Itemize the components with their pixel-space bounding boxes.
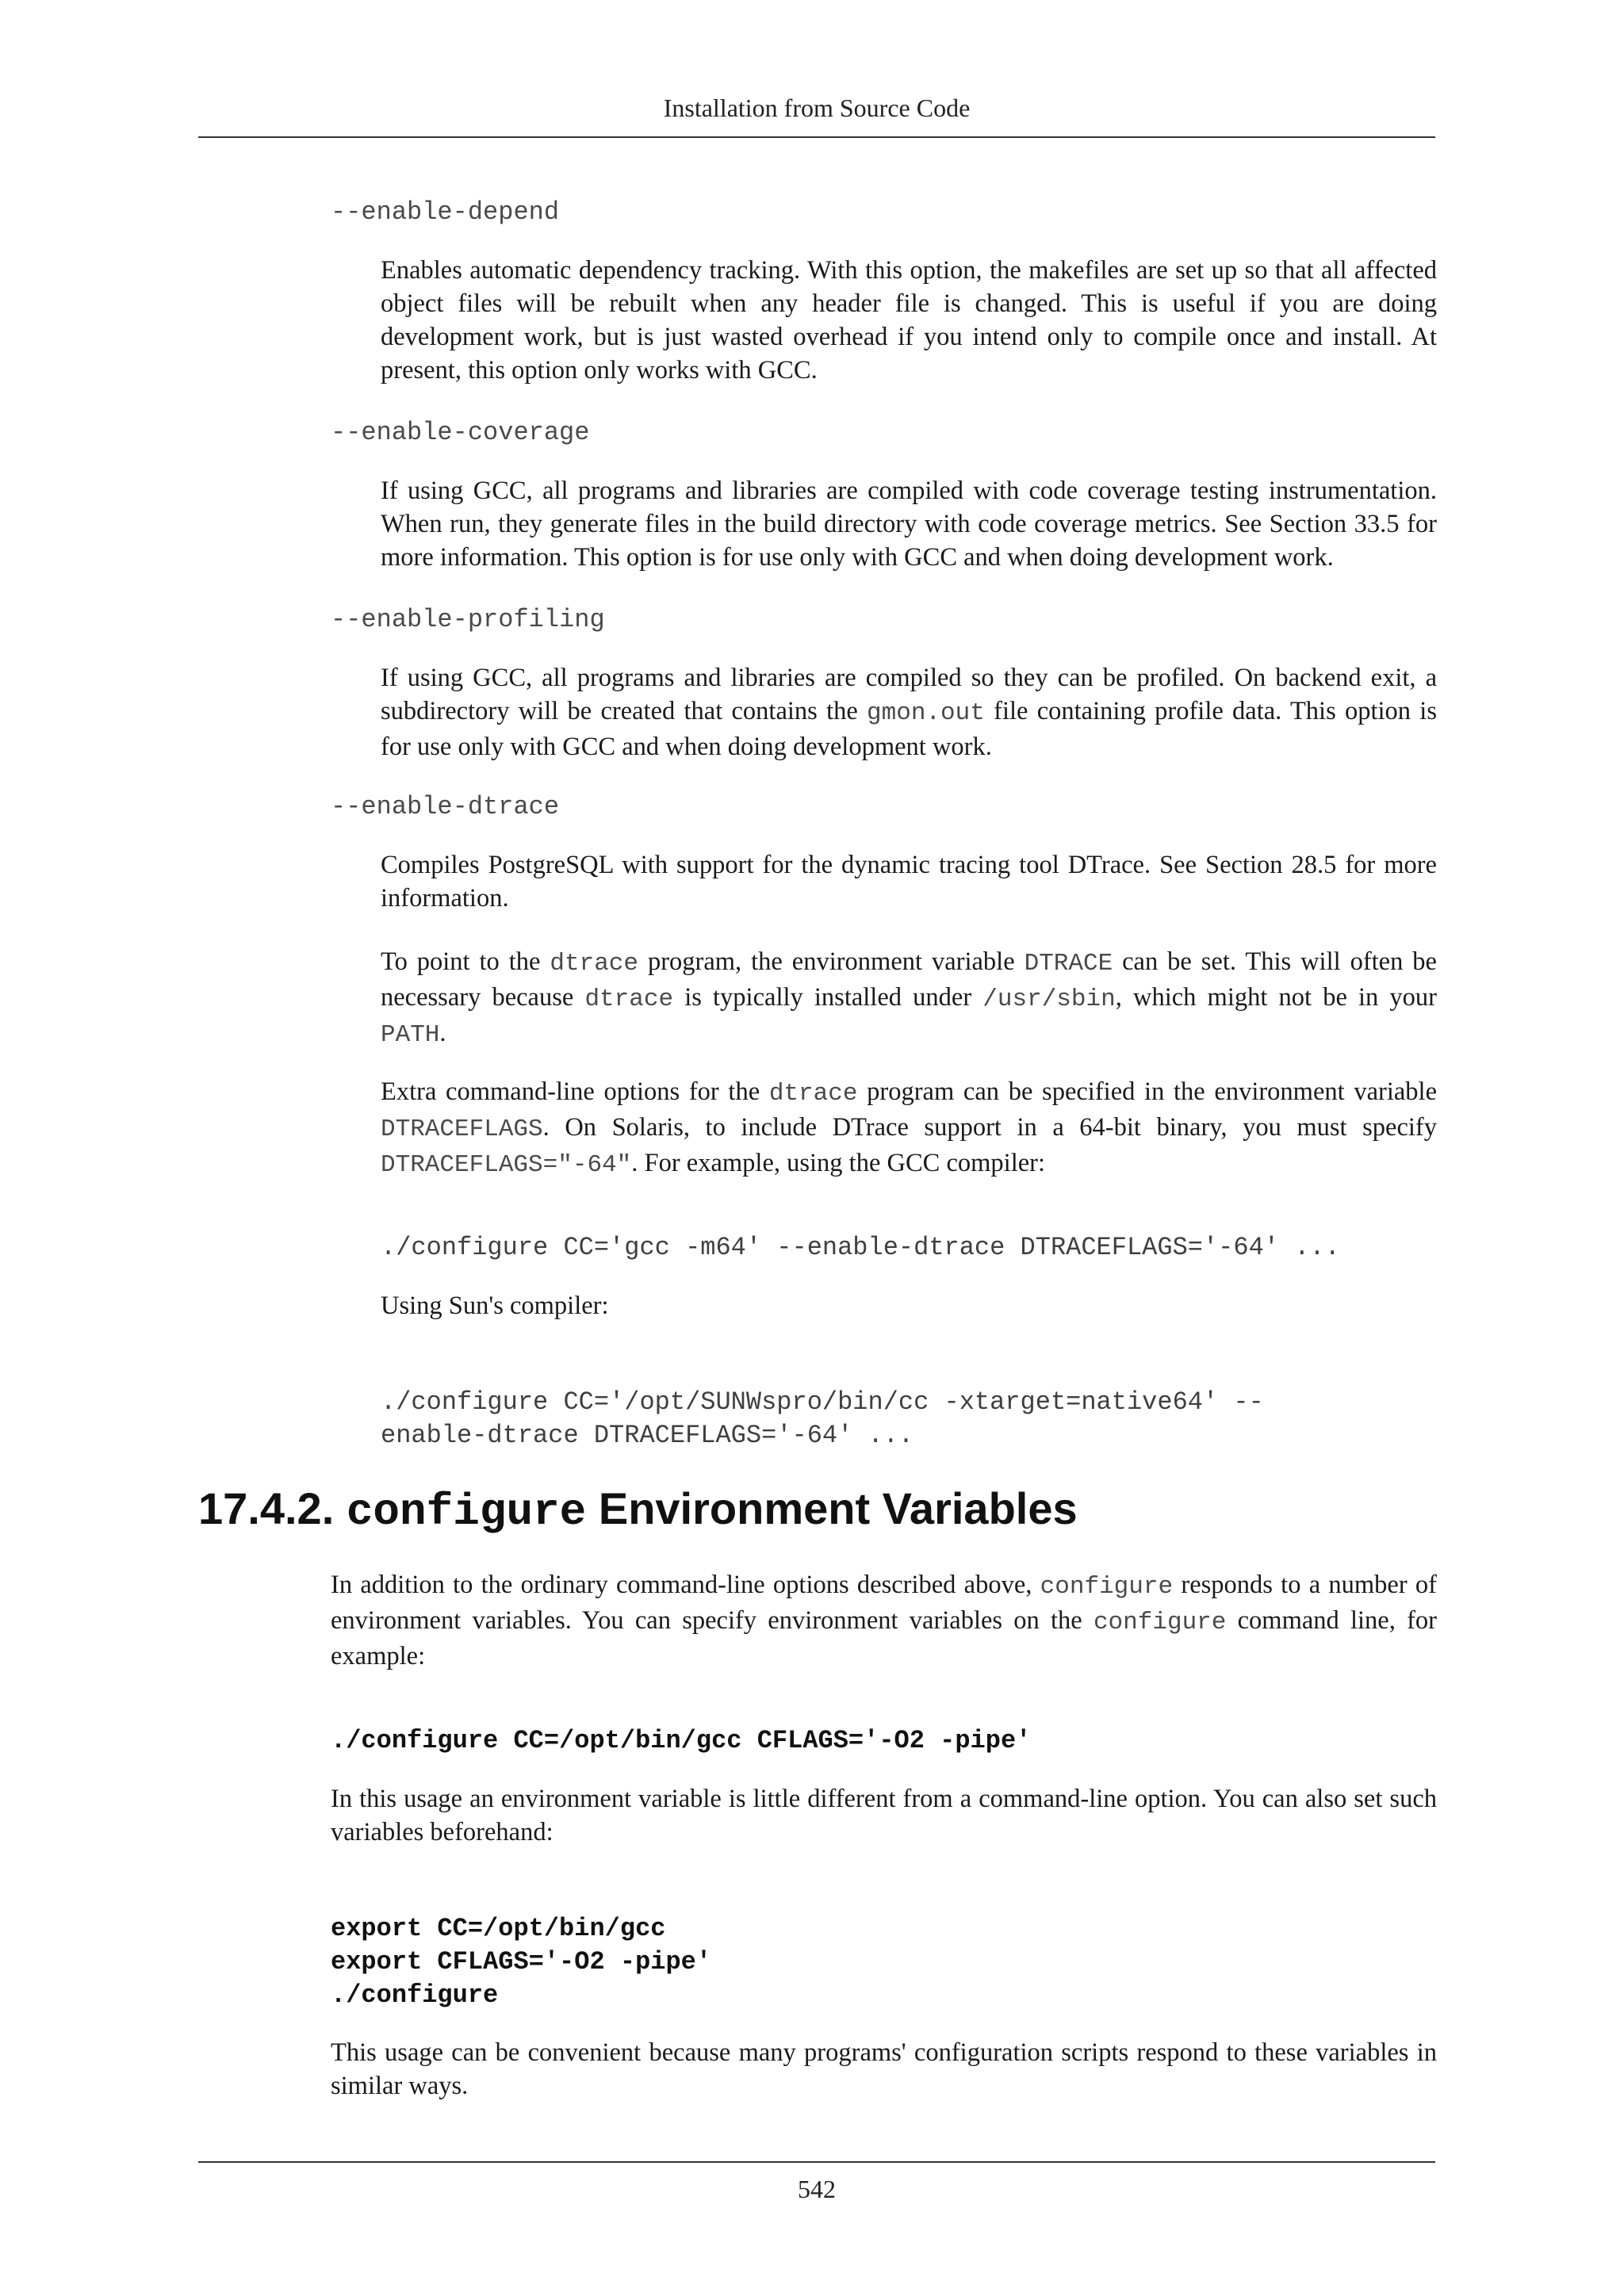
section-heading xyxy=(198,1481,1078,1540)
inline-code: configure xyxy=(1093,1609,1227,1636)
section-number: 17.4.2. xyxy=(198,1483,335,1533)
inline-code: dtrace xyxy=(550,950,639,978)
code-example: export CC=/opt/bin/gcc export CFLAGS='-O2 -pipe' ./configure xyxy=(331,1914,712,2010)
inline-code: dtrace xyxy=(768,1080,858,1108)
inline-code: configure xyxy=(1040,1573,1174,1601)
footer-rule xyxy=(198,2161,1435,2163)
running-header: Installation from Source Code xyxy=(663,94,971,122)
header-rule xyxy=(198,136,1435,138)
section-intro: In addition to the ordinary command-line options described above, configure responds to a number of environment variables. You can specify environment variables on the configure command line, for example: xyxy=(331,1571,1437,1670)
section-title: Environment Variables xyxy=(598,1483,1078,1533)
option-term: --enable-depend xyxy=(331,197,560,227)
option-description: If using GCC, all programs and libraries are compiled with code coverage testing instrumentation. When run, they generate files in the build directory with code coverage metrics. See Section 33.5 for more information. This option is for use only with GCC and when doing development work. xyxy=(381,476,1437,572)
option-description: If using GCC, all programs and libraries are compiled so they can be profiled. On backend exit, a subdirectory will be created that contains the gmon.out file containing profile data. This option is for use only with GCC and when doing development work. xyxy=(381,664,1437,761)
option-term: --enable-profiling xyxy=(331,605,605,634)
option-description: Enables automatic dependency tracking. With this option, the makefiles are set up so that all affected object files will be rebuilt when any header file is changed. This is useful if you are doing development work, but is just wasted overhead if you intend only to compile once and install. At present, this option only works with GCC. xyxy=(381,256,1437,385)
code-example: ./configure CC='/opt/SUNWspro/bin/cc -xtarget=native64' -- enable-dtrace DTRACEFLAGS='-64' ... xyxy=(381,1387,1264,1450)
inline-code: DTRACEFLAGS xyxy=(381,1115,543,1143)
inline-code: PATH xyxy=(381,1021,440,1049)
inline-code: DTRACE xyxy=(1024,950,1113,978)
option-description: To point to the dtrace program, the environment variable DTRACE can be set. This will often be necessary because dtrace is typically installed under /usr/sbin, which might not be in your PATH. xyxy=(381,947,1437,1049)
code-example: ./configure CC='gcc -m64' --enable-dtrace DTRACEFLAGS='-64' ... xyxy=(381,1233,1340,1262)
inline-code: dtrace xyxy=(584,985,674,1013)
inline-code: DTRACEFLAGS="-64" xyxy=(381,1151,632,1179)
option-description: Using Sun's compiler: xyxy=(381,1292,609,1320)
body-paragraph: In this usage an environment variable is little different from a command-line option. You can also set such variables beforehand: xyxy=(331,1785,1437,1846)
inline-code: gmon.out xyxy=(867,699,985,727)
option-term: --enable-coverage xyxy=(331,418,590,447)
code-example: ./configure CC=/opt/bin/gcc CFLAGS='-O2 -pipe' xyxy=(331,1726,1032,1755)
option-description: Extra command-line options for the dtrace program can be specified in the environment variable DTRACEFLAGS. On Solaris, to include DTrace support in a 64-bit binary, you must specify DTRACEFLAGS="-64". For example, using the GCC compiler: xyxy=(381,1077,1437,1179)
inline-code: /usr/sbin xyxy=(982,985,1116,1013)
body-paragraph: This usage can be convenient because many programs' configuration scripts respond to these variables in similar ways. xyxy=(331,2038,1437,2100)
option-description: Compiles PostgreSQL with support for the dynamic tracing tool DTrace. See Section 28.5 for more information. xyxy=(381,851,1437,913)
section-code-word: configure xyxy=(346,1487,587,1537)
page-number: 542 xyxy=(798,2175,836,2203)
option-term: --enable-dtrace xyxy=(331,792,560,821)
